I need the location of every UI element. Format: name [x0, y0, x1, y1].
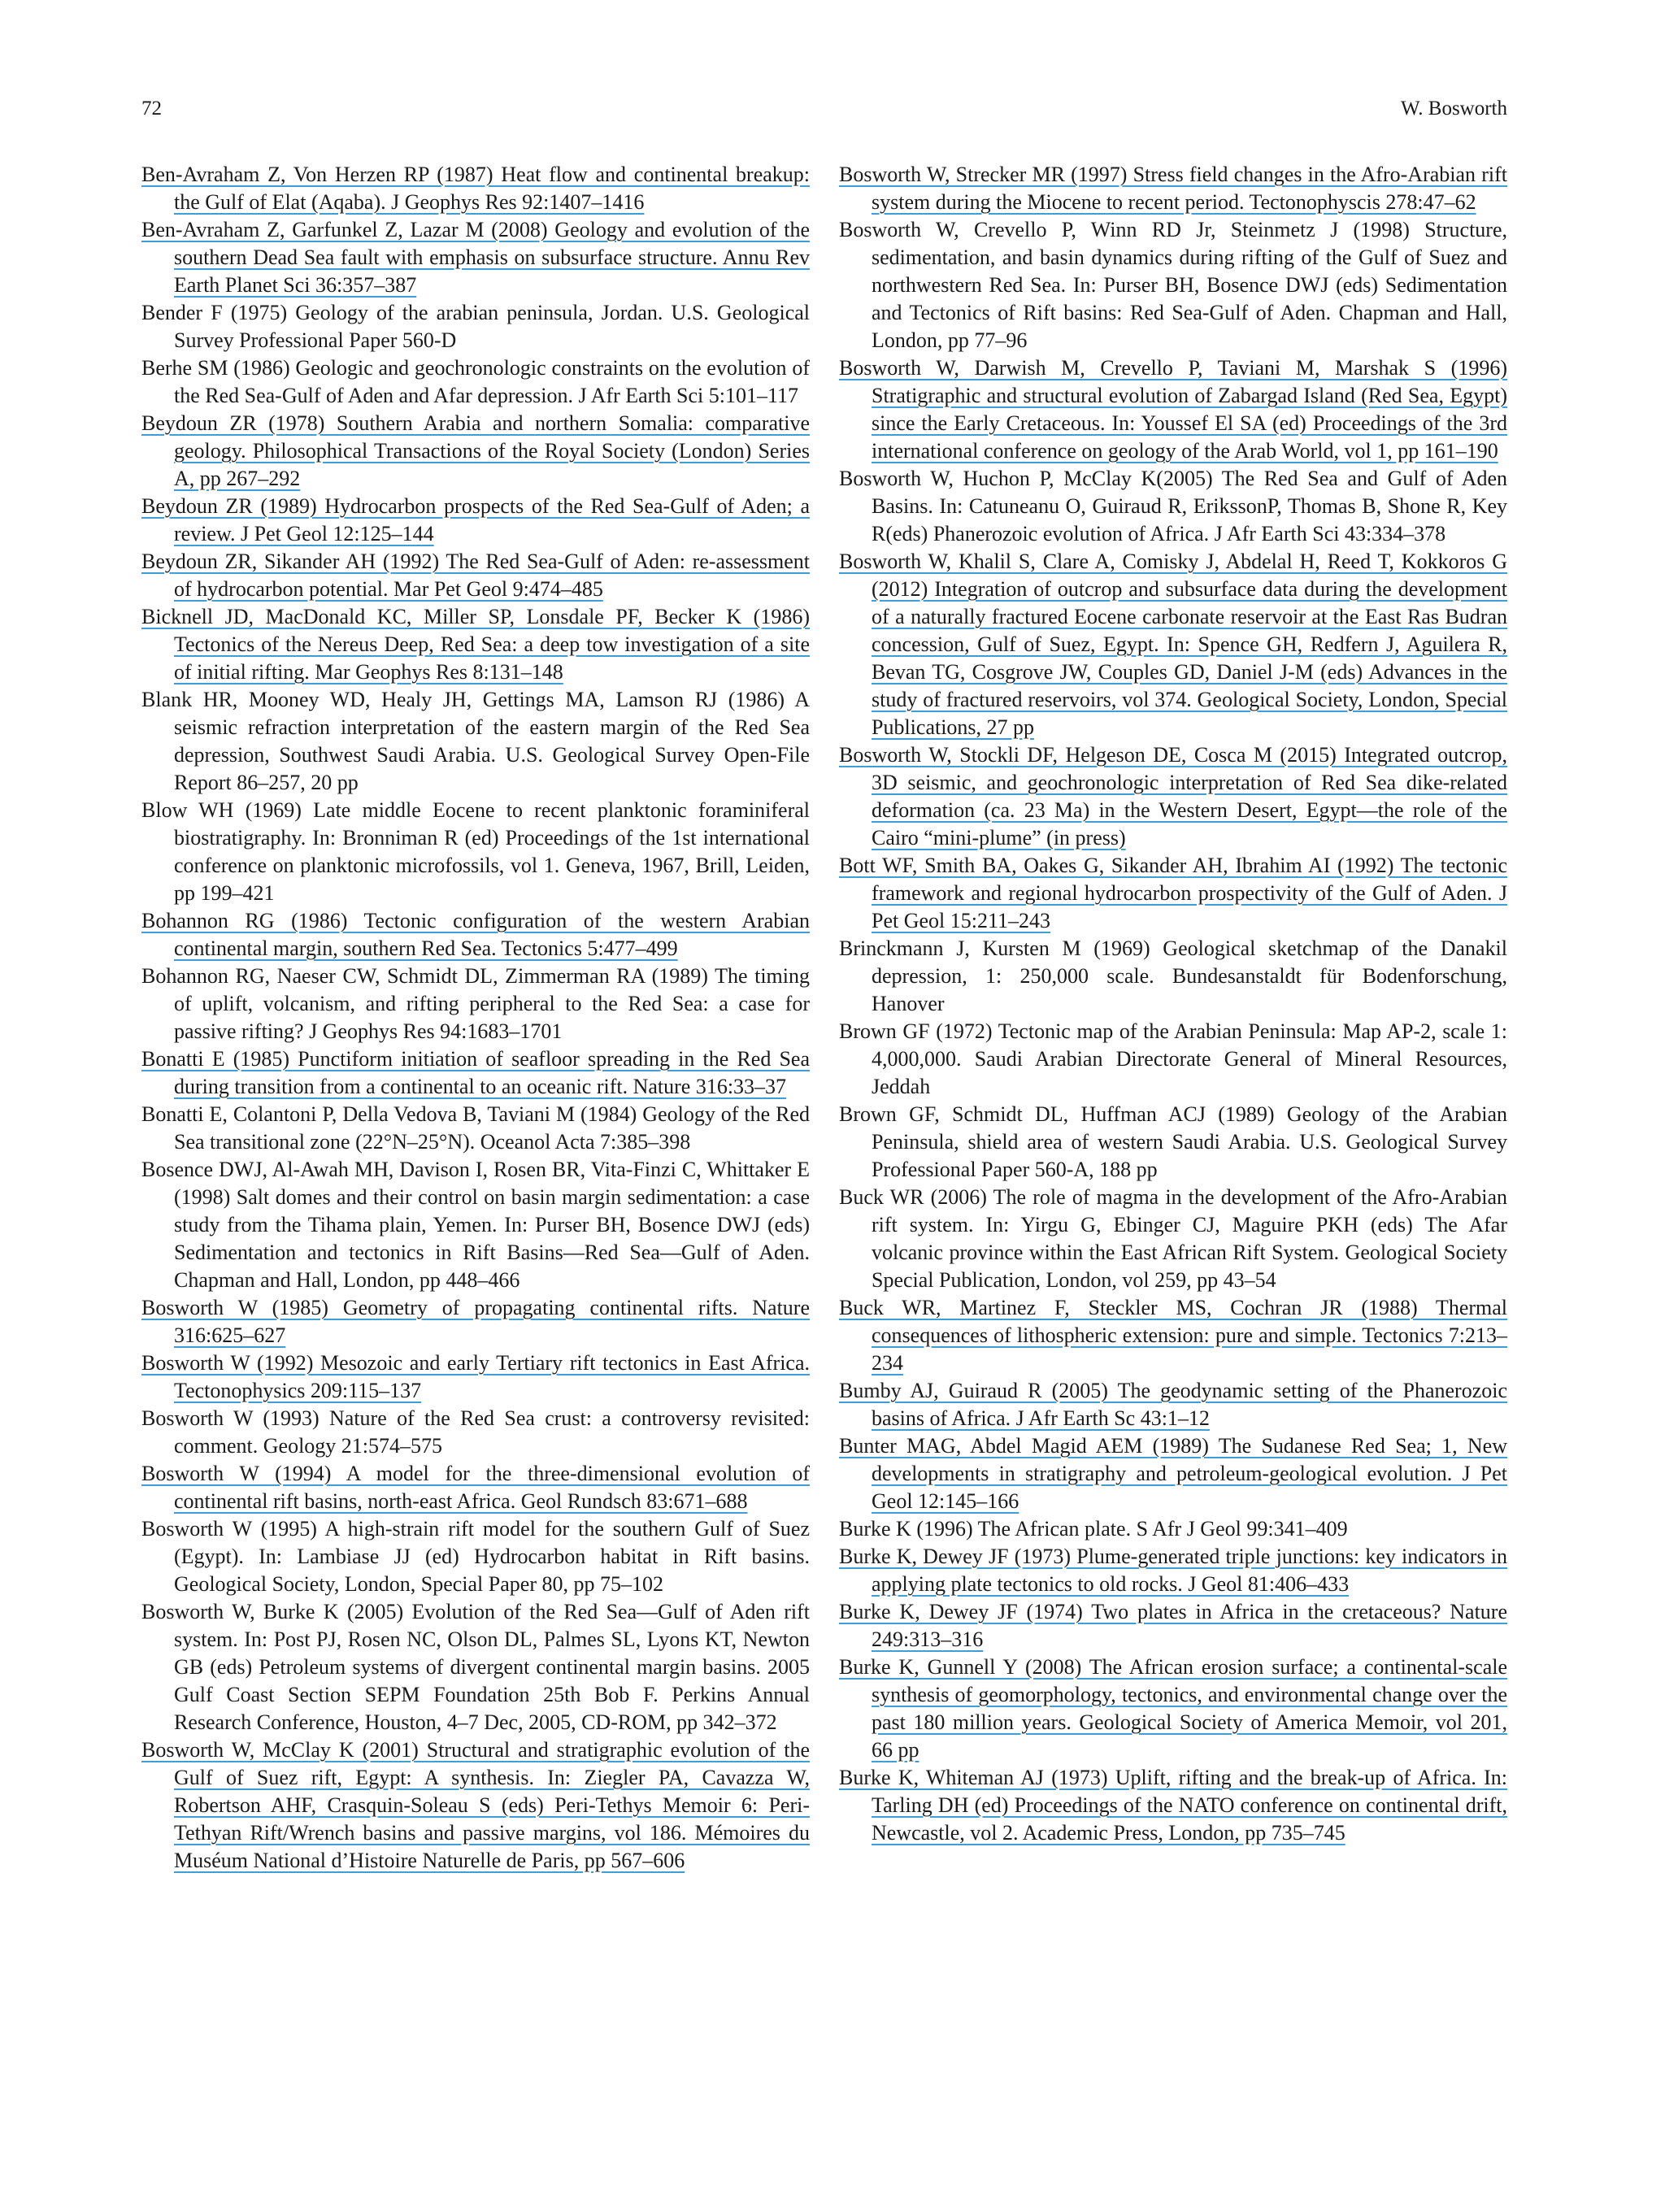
reference-text: Brown GF, Schmidt DL, Huffman ACJ (1989) Geology of the Arabian Peninsula, shield area of western Saudi Arabia. U.S. Geological Survey Professional Paper 560-A, 188 pp — [839, 1102, 1507, 1181]
page-number: 72 — [141, 98, 162, 120]
running-head — [141, 98, 1507, 130]
reference-entry — [839, 465, 1507, 548]
reference-entry — [839, 216, 1507, 354]
reference-link[interactable] — [141, 603, 810, 686]
references-right-column — [839, 161, 1507, 1847]
reference-entry — [839, 1101, 1507, 1184]
reference-text: Buck WR, Martinez F, Steckler MS, Cochran JR (1988) Thermal consequences of lithospheric extension: pure and simple. Tectonics 7:213–234 — [839, 1296, 1507, 1375]
reference-link[interactable] — [141, 548, 810, 603]
reference-text: Bumby AJ, Guiraud R (2005) The geodynamic setting of the Phanerozoic basins of Africa. J Afr Earth Sc 43:1–12 — [839, 1379, 1507, 1430]
reference-text: Ben-Avraham Z, Von Herzen RP (1987) Heat flow and continental breakup: the Gulf of Elat (Aqaba). J Geophys Res 92:1407–1416 — [141, 163, 810, 214]
reference-text: Bosworth W (1985) Geometry of propagating continental rifts. Nature 316:625–627 — [141, 1296, 810, 1347]
reference-text: Blow WH (1969) Late middle Eocene to recent planktonic foraminiferal biostratigraphy. In: Bronniman R (ed) Proceedings of the 1st international conference on planktonic microfossils, vol 1. Geneva, 1967, Brill, Leiden, pp 199–421 — [141, 798, 810, 905]
reference-text: Bonatti E (1985) Punctiform initiation of seafloor spreading in the Red Sea during transition from a continental to an oceanic rift. Nature 316:33–37 — [141, 1047, 810, 1098]
reference-link[interactable] — [839, 852, 1507, 935]
reference-link[interactable] — [839, 1654, 1507, 1764]
reference-text: Bender F (1975) Geology of the arabian peninsula, Jordan. U.S. Geological Survey Professional Paper 560-D — [141, 301, 810, 352]
reference-text: Beydoun ZR (1978) Southern Arabia and northern Somalia: comparative geology. Philosophical Transactions of the Royal Society (London) Series A, pp 267–292 — [141, 411, 810, 490]
reference-text: Bosworth W (1992) Mesozoic and early Tertiary rift tectonics in East Africa. Tectonophysics 209:115–137 — [141, 1351, 810, 1402]
reference-entry — [141, 686, 810, 797]
reference-entry — [141, 1156, 810, 1294]
reference-text: Brown GF (1972) Tectonic map of the Arabian Peninsula: Map AP-2, scale 1: 4,000,000. Saudi Arabian Directorate General of Mineral Resources, Jeddah — [839, 1019, 1507, 1098]
reference-text: Bicknell JD, MacDonald KC, Miller SP, Lonsdale PF, Becker K (1986) Tectonics of the Nereus Deep, Red Sea: a deep tow investigation of a site of initial rifting. Mar Geophys Res 8:131–148 — [141, 605, 810, 684]
reference-link[interactable] — [839, 1598, 1507, 1654]
reference-link[interactable] — [839, 1543, 1507, 1598]
reference-link[interactable] — [839, 1377, 1507, 1432]
reference-entry — [839, 1018, 1507, 1101]
reference-entry — [141, 1515, 810, 1598]
reference-link[interactable] — [839, 161, 1507, 216]
reference-link[interactable] — [141, 907, 810, 963]
reference-text: Bunter MAG, Abdel Magid AEM (1989) The Sudanese Red Sea; 1, New developments in stratigraphy and petroleum-geological evolution. J Pet Geol 12:145–166 — [839, 1434, 1507, 1513]
reference-entry — [141, 797, 810, 907]
reference-text: Bohannon RG (1986) Tectonic configuration of the western Arabian continental margin, southern Red Sea. Tectonics 5:477–499 — [141, 909, 810, 960]
reference-entry — [839, 1184, 1507, 1294]
reference-text: Beydoun ZR (1989) Hydrocarbon prospects of the Red Sea-Gulf of Aden; a review. J Pet Geol 12:125–144 — [141, 494, 810, 545]
reference-text: Bosworth W, Huchon P, McClay K(2005) The Red Sea and Gulf of Aden Basins. In: Catuneanu O, Guiraud R, ErikssonP, Thomas B, Shone R, Key R(eds) Phanerozoic evolution of Africa. J Afr Earth Sci 43:334–378 — [839, 467, 1507, 545]
reference-text: Buck WR (2006) The role of magma in the development of the Afro-Arabian rift system. In: Yirgu G, Ebinger CJ, Maguire PKH (eds) The Afar volcanic province within the East African Rift System. Geological Society Special Publication, London, vol 259, pp 43–54 — [839, 1185, 1507, 1292]
reference-link[interactable] — [839, 354, 1507, 465]
reference-entry — [141, 299, 810, 354]
reference-text: Ben-Avraham Z, Garfunkel Z, Lazar M (2008) Geology and evolution of the southern Dead Sea fault with emphasis on subsurface structure. Annu Rev Earth Planet Sci 36:357–387 — [141, 218, 810, 297]
reference-text: Bosworth W, Burke K (2005) Evolution of the Red Sea—Gulf of Aden rift system. In: Post PJ, Rosen NC, Olson DL, Palmes SL, Lyons KT, Newton GB (eds) Petroleum systems of divergent continental margin basins. 2005 Gulf Coast Section SEPM Foundation 25th Bob F. Perkins Annual Research Conference, Houston, 4–7 Dec, 2005, CD-ROM, pp 342–372 — [141, 1600, 810, 1734]
reference-link[interactable] — [141, 410, 810, 493]
reference-link[interactable] — [141, 493, 810, 548]
reference-text: Bosworth W (1993) Nature of the Red Sea crust: a controversy revisited: comment. Geology 21:574–575 — [141, 1406, 810, 1458]
running-author: W. Bosworth — [1400, 98, 1507, 120]
reference-text: Burke K, Whiteman AJ (1973) Uplift, rifting and the break-up of Africa. In: Tarling DH (ed) Proceedings of the NATO conference on continental drift, Newcastle, vol 2. Academic Press, London, pp 735–745 — [839, 1766, 1507, 1845]
reference-entry — [141, 963, 810, 1045]
reference-text: Burke K, Gunnell Y (2008) The African erosion surface; a continental-scale synthesis of geomorphology, tectonics, and environmental change over the past 180 million years. Geological Society of America Memoir, vol 201, 66 pp — [839, 1655, 1507, 1762]
reference-text: Bosworth W, Khalil S, Clare A, Comisky J, Abdelal H, Reed T, Kokkoros G (2012) Integration of outcrop and subsurface data during the development of a naturally fractured Eocene carbonate reservoir at the East Ras Budran concession, Gulf of Suez, Egypt. In: Spence GH, Redfern J, Aguilera R, Bevan TG, Cosgrove JW, Couples GD, Daniel J-M (eds) Advances in the study of fractured reservoirs, vol 374. Geological Society, London, Special Publications, 27 pp — [839, 550, 1507, 739]
reference-text: Bosworth W, Darwish M, Crevello P, Taviani M, Marshak S (1996) Stratigraphic and structural evolution of Zabargad Island (Red Sea, Egypt) since the Early Cretaceous. In: Youssef El SA (ed) Proceedings of the 3rd international conference on geology of the Arab World, vol 1, pp 161–190 — [839, 356, 1507, 463]
reference-link[interactable] — [839, 741, 1507, 852]
reference-link[interactable] — [141, 1045, 810, 1101]
reference-entry — [141, 1101, 810, 1156]
reference-text: Burke K (1996) The African plate. S Afr J Geol 99:341–409 — [839, 1517, 1348, 1541]
reference-text: Bosworth W, Strecker MR (1997) Stress field changes in the Afro-Arabian rift system during the Miocene to recent period. Tectonophyscis 278:47–62 — [839, 163, 1507, 214]
reference-text: Burke K, Dewey JF (1974) Two plates in Africa in the cretaceous? Nature 249:313–316 — [839, 1600, 1507, 1651]
reference-link[interactable] — [839, 548, 1507, 741]
reference-link[interactable] — [141, 1349, 810, 1405]
reference-entry — [141, 354, 810, 410]
reference-link[interactable] — [839, 1764, 1507, 1847]
reference-link[interactable] — [141, 216, 810, 299]
reference-text: Bosworth W, Crevello P, Winn RD Jr, Steinmetz J (1998) Structure, sedimentation, and basin dynamics during rifting of the Gulf of Suez and northwestern Red Sea. In: Purser BH, Bosence DWJ (eds) Sedimentation and Tectonics of Rift basins: Red Sea-Gulf of Aden. Chapman and Hall, London, pp 77–96 — [839, 218, 1507, 352]
reference-text: Bonatti E, Colantoni P, Della Vedova B, Taviani M (1984) Geology of the Red Sea transitional zone (22°N–25°N). Oceanol Acta 7:385–398 — [141, 1102, 810, 1154]
reference-text: Brinckmann J, Kursten M (1969) Geological sketchmap of the Danakil depression, 1: 250,000 scale. Bundesanstaldt für Bodenforschung, Hanover — [839, 937, 1507, 1015]
reference-link[interactable] — [839, 1294, 1507, 1377]
reference-text: Bosworth W, McClay K (2001) Structural and stratigraphic evolution of the Gulf of Suez rift, Egypt: A synthesis. In: Ziegler PA, Cavazza W, Robertson AHF, Crasquin-Soleau S (eds) Peri-Tethys Memoir 6: Peri-Tethyan Rift/Wrench basins and passive margins, vol 186. Mémoires du Muséum National d’Histoire Naturelle de Paris, pp 567–606 — [141, 1738, 810, 1872]
reference-text: Bohannon RG, Naeser CW, Schmidt DL, Zimmerman RA (1989) The timing of uplift, volcanism, and rifting peripheral to the Red Sea: a case for passive rifting? J Geophys Res 94:1683–1701 — [141, 964, 810, 1043]
reference-text: Bosence DWJ, Al-Awah MH, Davison I, Rosen BR, Vita-Finzi C, Whittaker E (1998) Salt domes and their control on basin margin sedimentation: a case study from the Tihama plain, Yemen. In: Purser BH, Bosence DWJ (eds) Sedimentation and tectonics in Rift Basins—Red Sea—Gulf of Aden. Chapman and Hall, London, pp 448–466 — [141, 1158, 810, 1292]
reference-text: Blank HR, Mooney WD, Healy JH, Gettings MA, Lamson RJ (1986) A seismic refraction interpretation of the eastern margin of the Red Sea depression, Southwest Saudi Arabia. U.S. Geological Survey Open-File Report 86–257, 20 pp — [141, 688, 810, 794]
reference-text: Bosworth W, Stockli DF, Helgeson DE, Cosca M (2015) Integrated outcrop, 3D seismic, and geochronologic interpretation of Red Sea dike-related deformation (ca. 23 Ma) in the Western Desert, Egypt—the role of the Cairo “mini-plume” (in press) — [839, 743, 1507, 850]
reference-link[interactable] — [141, 1736, 810, 1875]
reference-link[interactable] — [141, 1294, 810, 1349]
reference-entry — [839, 1515, 1507, 1543]
reference-text: Bosworth W (1995) A high-strain rift model for the southern Gulf of Suez (Egypt). In: Lambiase JJ (ed) Hydrocarbon habitat in Rift basins. Geological Society, London, Special Paper 80, pp 75–102 — [141, 1517, 810, 1596]
reference-entry — [141, 1405, 810, 1460]
reference-text: Bott WF, Smith BA, Oakes G, Sikander AH, Ibrahim AI (1992) The tectonic framework and regional hydrocarbon prospectivity of the Gulf of Aden. J Pet Geol 15:211–243 — [839, 854, 1507, 932]
reference-link[interactable] — [839, 1432, 1507, 1515]
reference-entry — [839, 935, 1507, 1018]
reference-text: Berhe SM (1986) Geologic and geochronologic constraints on the evolution of the Red Sea-Gulf of Aden and Afar depression. J Afr Earth Sci 5:101–117 — [141, 356, 810, 407]
reference-link[interactable] — [141, 161, 810, 216]
reference-entry — [141, 1598, 810, 1736]
reference-text: Burke K, Dewey JF (1973) Plume-generated triple junctions: key indicators in applying plate tectonics to old rocks. J Geol 81:406–433 — [839, 1545, 1507, 1596]
reference-text: Beydoun ZR, Sikander AH (1992) The Red Sea-Gulf of Aden: re-assessment of hydrocarbon potential. Mar Pet Geol 9:474–485 — [141, 550, 810, 601]
references-left-column — [141, 161, 810, 1875]
reference-text: Bosworth W (1994) A model for the three-dimensional evolution of continental rift basins, north-east Africa. Geol Rundsch 83:671–688 — [141, 1462, 810, 1513]
reference-link[interactable] — [141, 1460, 810, 1515]
